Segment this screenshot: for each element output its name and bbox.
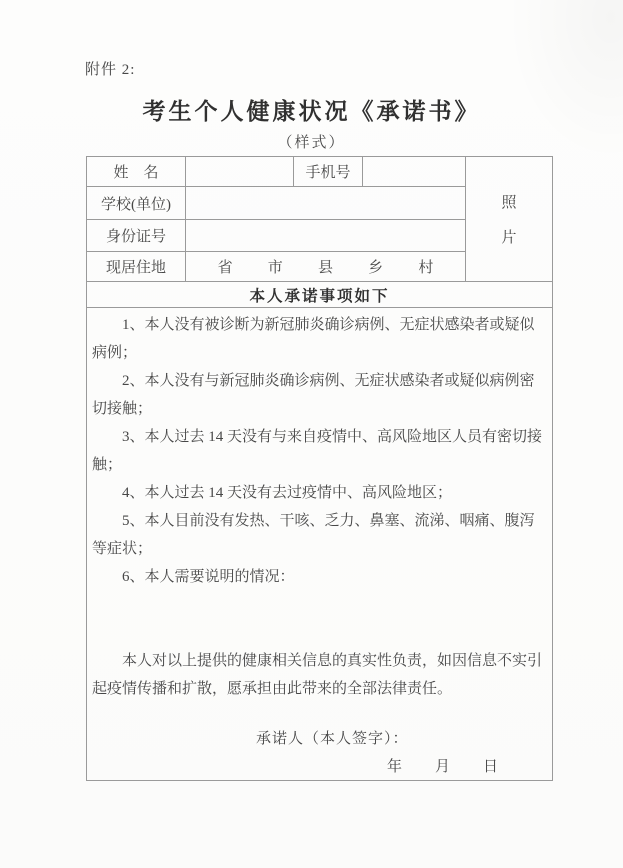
photo-label-char-bottom: 片 <box>501 230 517 246</box>
residence-unit-county: 县 <box>317 260 333 276</box>
phone-input-cell <box>363 157 466 187</box>
residence-unit-township: 乡 <box>368 260 384 276</box>
commitment-item-1: 1、本人没有被诊断为新冠肺炎确诊病例、无症状感染者或疑似病例； <box>92 317 535 361</box>
signature-label: 承诺人（本人签字）： <box>256 731 409 747</box>
school-label: 学校(单位) <box>87 187 186 220</box>
residence-unit-province: 省 <box>217 260 233 276</box>
phone-label: 手机号 <box>294 157 363 187</box>
id-number-label: 身份证号 <box>87 220 186 252</box>
declaration-paragraph: 本人对以上提供的健康相关信息的真实性负责，如因信息不实引起疫情传播和扩散，愿承担由此带来的全部法律责任。 <box>92 653 543 697</box>
commitment-item-6: 6、本人需要说明的情况： <box>122 569 295 585</box>
page-title: 考生个人健康状况《承诺书》 <box>142 99 481 124</box>
id-number-input-cell <box>186 220 466 252</box>
commitment-item-4: 4、本人过去 14 天没有去过疫情中、高风险地区； <box>122 485 453 501</box>
name-label: 姓 名 <box>87 157 186 187</box>
photo-label-char-top: 照 <box>501 195 517 211</box>
school-input-cell <box>186 187 466 220</box>
attachment-label: 附件 2: <box>85 62 136 78</box>
commitment-item-5: 5、本人目前没有发热、干咳、乏力、鼻塞、流涕、咽痛、腹泻等症状； <box>92 513 535 557</box>
photo-placeholder-cell <box>466 157 552 282</box>
commitment-body-cell <box>87 308 552 780</box>
commitment-section-header: 本人承诺事项如下 <box>87 282 552 308</box>
page-subtitle: （样式） <box>277 135 346 151</box>
health-form-table <box>86 156 553 781</box>
residence-unit-city: 市 <box>267 260 283 276</box>
commitment-item-2: 2、本人没有与新冠肺炎确诊病例、无症状感染者或疑似病例密切接触； <box>92 373 535 417</box>
residence-unit-village: 村 <box>418 260 434 276</box>
name-input-cell <box>186 157 294 187</box>
residence-label: 现居住地 <box>87 252 186 282</box>
residence-input-cell <box>186 252 466 282</box>
date-line: 年 月 日 <box>387 759 500 775</box>
commitment-item-3: 3、本人过去 14 天没有与来自疫情中、高风险地区人员有密切接触； <box>92 429 543 473</box>
